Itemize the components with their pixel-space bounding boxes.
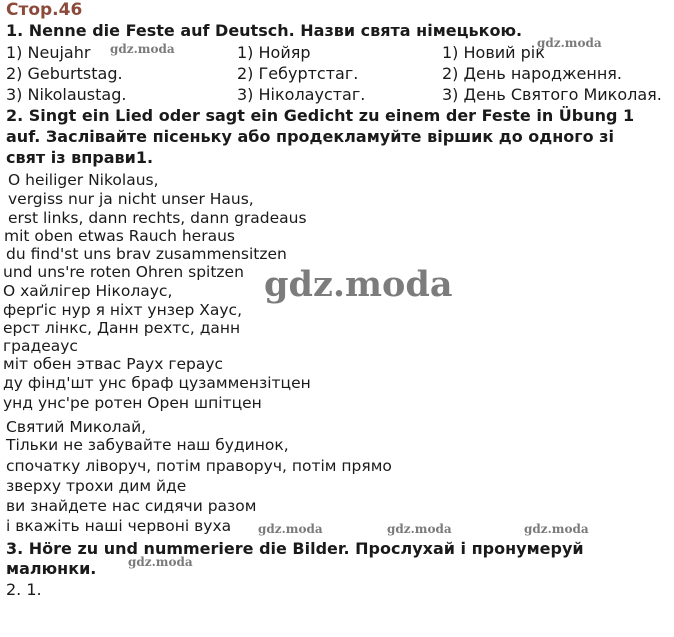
watermark-small: gdz.moda bbox=[537, 36, 602, 50]
poem-uk-line: ви знайдете нас сидячи разом bbox=[6, 497, 257, 515]
watermark-large: gdz.moda bbox=[264, 264, 453, 305]
watermark-small: gdz.moda bbox=[387, 522, 452, 536]
task3-heading-line2: малюнки. bbox=[6, 559, 97, 578]
task3-answer: 2. 1. bbox=[6, 580, 42, 599]
task2-heading-line2: auf. Заслівайте пісеньку або продекламуйте віршик до одного зі bbox=[6, 127, 614, 146]
task1-row1-translit: 1) Нойяр bbox=[237, 43, 311, 62]
poem-uk-line: спочатку ліворуч, потім праворуч, потім прямо bbox=[6, 457, 392, 475]
poem-uk-line: і вкажіть наші червоні вуха bbox=[6, 517, 232, 535]
task1-row3-translit: 3) Ніколаустаг. bbox=[237, 85, 366, 104]
task2-heading-line1: 2. Singt ein Lied oder sagt ein Gedicht zu einem der Feste in Übung 1 bbox=[6, 106, 635, 125]
watermark-small: gdz.moda bbox=[110, 42, 175, 56]
page-title: Стор.46 bbox=[6, 0, 83, 20]
poem-uk-line: Святий Миколай, bbox=[6, 418, 147, 436]
task1-row1-de: 1) Neujahr bbox=[6, 43, 91, 62]
poem-translit-line: міт обен этвас Раух герaус bbox=[3, 355, 224, 373]
poem-translit-line: ду фінд'шт унс браф цузаммензітцен bbox=[3, 374, 311, 392]
poem-uk-line: Тільки не забувайте наш будинок, bbox=[6, 436, 289, 454]
watermark-small: gdz.moda bbox=[258, 522, 323, 536]
poem-translit-line: ферґіс нур я ніхт унзер Хаус, bbox=[3, 301, 243, 319]
task1-row2-uk: 2) День народження. bbox=[442, 64, 622, 83]
poem-de-line: und uns're roten Ohren spitzen bbox=[3, 263, 244, 281]
watermark-small: gdz.moda bbox=[524, 522, 589, 536]
poem-translit-line: ерст лінкс, Данн рехтс, данн bbox=[3, 319, 241, 337]
task1-row1-uk: 1) Новий рік bbox=[442, 43, 545, 62]
task1-row2-de: 2) Geburtstag. bbox=[6, 64, 123, 83]
poem-de-line: du find'st uns brav zusammensitzen bbox=[6, 245, 287, 263]
watermark-small: gdz.moda bbox=[128, 555, 193, 569]
poem-translit-line: унд унс'ре ротен Орен шпітцен bbox=[3, 394, 262, 412]
poem-de-line: vergiss nur ja nicht unser Haus, bbox=[8, 190, 254, 208]
poem-translit-line: градеаус bbox=[3, 337, 78, 355]
task1-heading: 1. Nenne die Feste auf Deutsch. Назви свята німецькою. bbox=[6, 21, 523, 40]
poem-uk-line: зверху трохи дим йде bbox=[6, 477, 187, 495]
poem-translit-line: О хайлігер Ніколаус, bbox=[3, 282, 173, 300]
task1-row2-translit: 2) Гебуртстаг. bbox=[237, 64, 359, 83]
task1-row3-uk: 3) День Святого Миколая. bbox=[442, 85, 662, 104]
task2-heading-line3: свят із вправи1. bbox=[6, 148, 154, 167]
poem-de-line: mit oben etwas Rauch heraus bbox=[4, 227, 235, 245]
poem-de-line: erst links, dann rechts, dann gradeaus bbox=[8, 209, 307, 227]
task3-heading-line1: 3. Höre zu und nummeriere die Bilder. Прослухай і пронумеруй bbox=[6, 539, 584, 558]
poem-de-line: O heiliger Nikolaus, bbox=[8, 171, 159, 189]
task1-row3-de: 3) Nikolaustag. bbox=[6, 85, 127, 104]
